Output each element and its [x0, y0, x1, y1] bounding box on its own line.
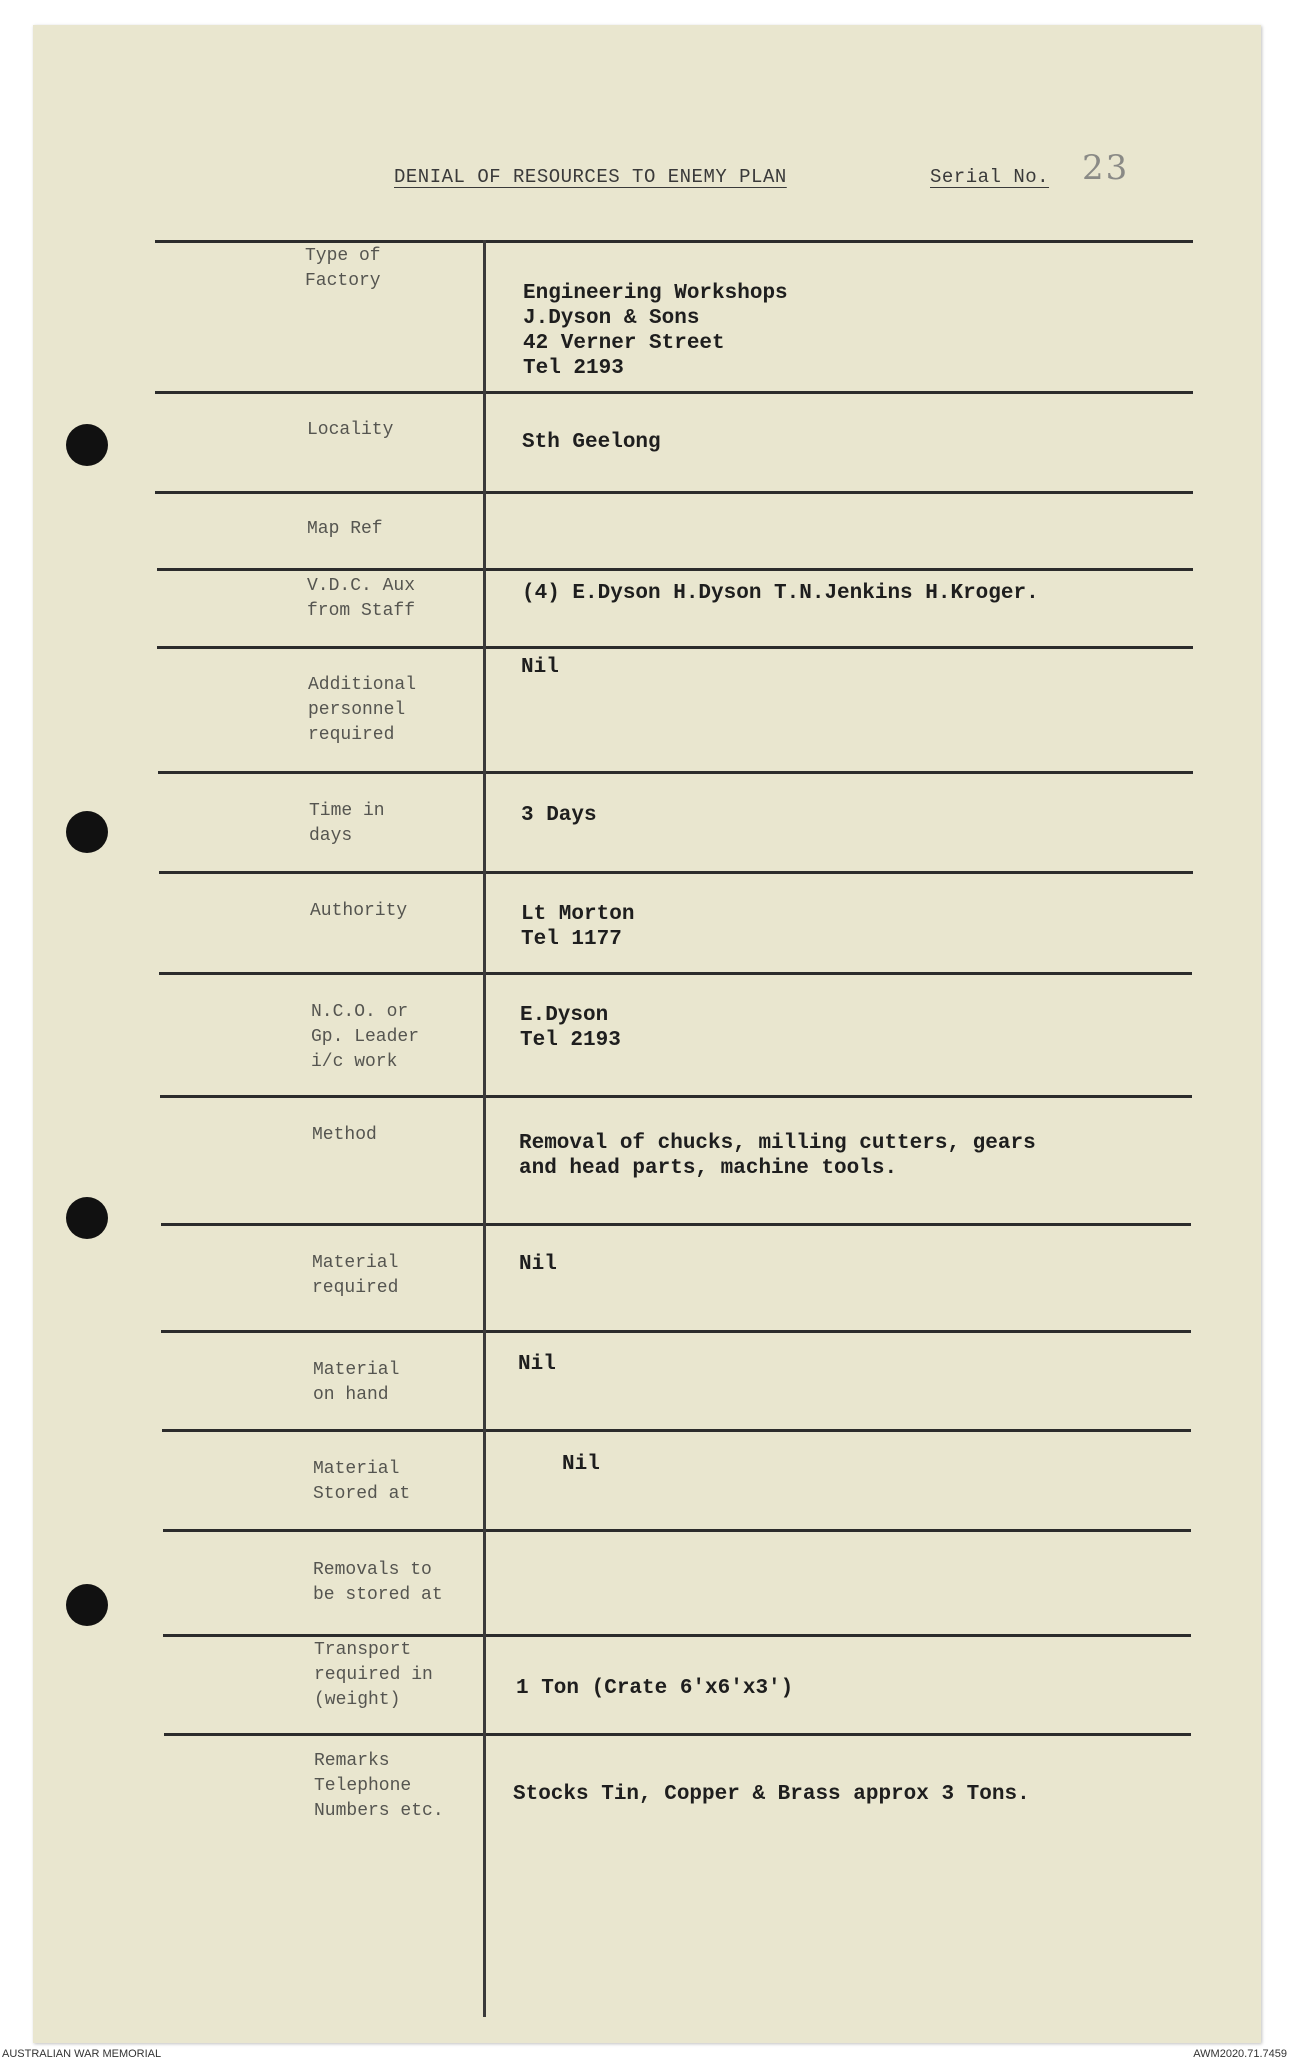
- value-locality: Sth Geelong: [522, 431, 661, 454]
- binder-hole-4: [66, 1584, 108, 1626]
- row-divider: [163, 1529, 1191, 1532]
- form-title: DENIAL OF RESOURCES TO ENEMY PLAN: [394, 166, 787, 188]
- row-divider: [159, 972, 1192, 975]
- value-material-required: Nil: [519, 1253, 557, 1276]
- label-additional-personnel: Additional personnel required: [308, 675, 417, 745]
- value-vdc-aux-from-staff: (4) E.Dyson H.Dyson T.N.Jenkins H.Kroger.: [522, 582, 1039, 605]
- value-remarks: Stocks Tin, Copper & Brass approx 3 Tons.: [513, 1783, 1030, 1806]
- footer-reference: AWM2020.71.7459: [1193, 2048, 1287, 2060]
- label-removals-to-be-stored-at: Removals to be stored at: [313, 1560, 443, 1605]
- label-vdc-aux-from-staff: V.D.C. Aux from Staff: [307, 576, 416, 621]
- label-remarks: Remarks Telephone Numbers etc.: [314, 1751, 444, 1821]
- value-type-of-factory: Engineering Workshops J.Dyson & Sons 42 Verner Street Tel 2193: [523, 282, 788, 380]
- serial-label: Serial No.: [930, 166, 1050, 188]
- row-divider: [161, 1330, 1191, 1333]
- row-divider: [157, 646, 1193, 649]
- label-authority: Authority: [310, 901, 408, 921]
- label-material-on-hand: Material on hand: [313, 1360, 400, 1405]
- row-divider: [157, 568, 1193, 571]
- value-method: Removal of chucks, milling cutters, gears and head parts, machine tools.: [519, 1132, 1036, 1180]
- row-divider: [159, 871, 1193, 874]
- binder-hole-2: [66, 811, 108, 853]
- value-nco-or-gp-leader: E.Dyson Tel 2193: [520, 1004, 621, 1052]
- row-divider: [158, 771, 1193, 774]
- label-transport-required: Transport required in (weight): [314, 1640, 433, 1710]
- column-divider: [483, 240, 486, 2017]
- table-top-rule: [155, 240, 1193, 243]
- row-divider: [162, 1429, 1191, 1432]
- label-type-of-factory: Type of Factory: [305, 246, 381, 291]
- label-map-ref: Map Ref: [307, 519, 383, 539]
- row-divider: [164, 1733, 1191, 1736]
- value-material-on-hand: Nil: [518, 1353, 556, 1376]
- row-divider: [155, 491, 1193, 494]
- label-locality: Locality: [307, 420, 394, 440]
- label-nco-or-gp-leader: N.C.O. or Gp. Leader i/c work: [311, 1002, 420, 1072]
- value-additional-personnel: Nil: [521, 656, 559, 679]
- label-method: Method: [312, 1125, 377, 1145]
- row-divider: [160, 1095, 1192, 1098]
- serial-number: 23: [1082, 148, 1130, 188]
- row-divider: [155, 391, 1193, 394]
- binder-hole-1: [66, 424, 108, 466]
- label-time-in-days: Time in days: [309, 801, 385, 846]
- value-authority: Lt Morton Tel 1177: [521, 903, 635, 951]
- binder-hole-3: [66, 1197, 108, 1239]
- value-material-stored-at: Nil: [562, 1453, 600, 1476]
- label-material-stored-at: Material Stored at: [313, 1459, 411, 1504]
- footer-credit: AUSTRALIAN WAR MEMORIAL: [2, 2048, 162, 2060]
- row-divider: [161, 1223, 1191, 1226]
- value-time-in-days: 3 Days: [521, 804, 597, 827]
- row-divider: [163, 1634, 1191, 1637]
- value-transport-required: 1 Ton (Crate 6'x6'x3'): [516, 1677, 794, 1700]
- label-material-required: Material required: [312, 1253, 399, 1298]
